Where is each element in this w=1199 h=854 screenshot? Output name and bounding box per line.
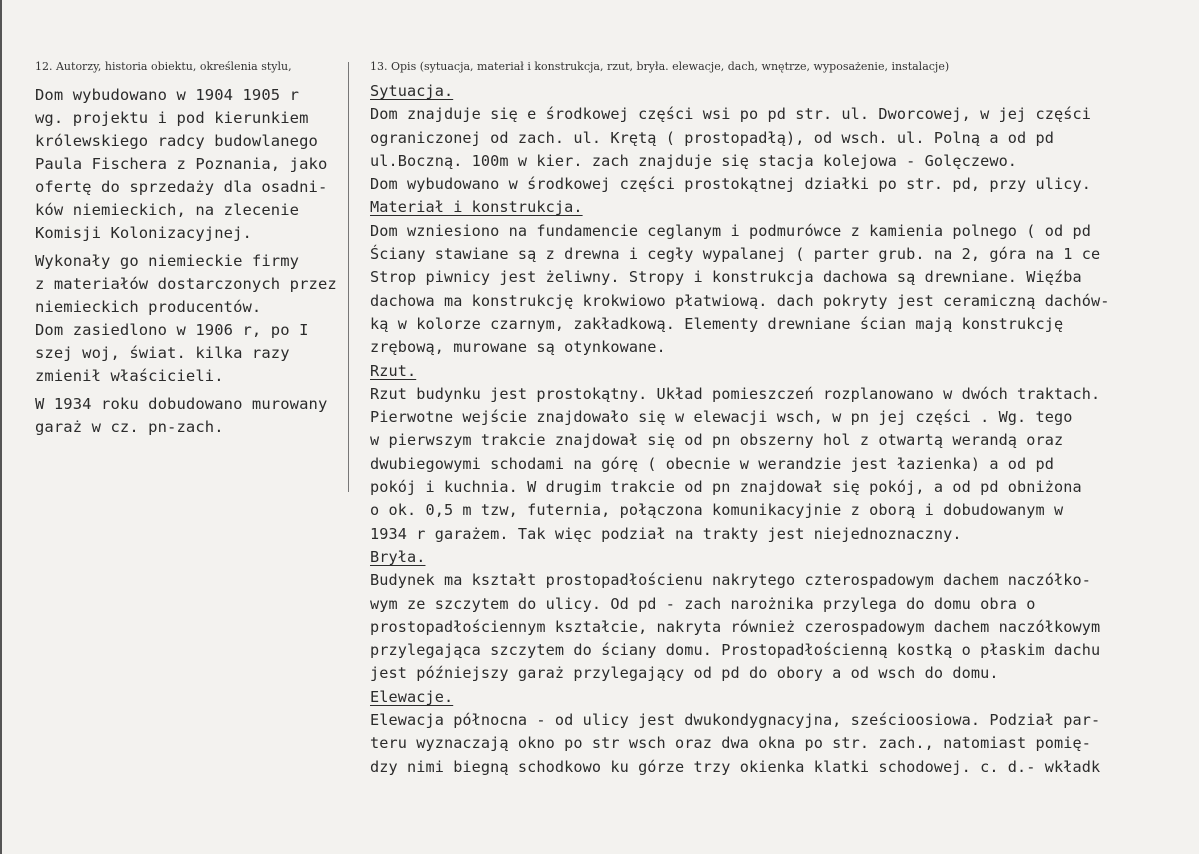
description-line: 1934 r garażem. Tak więc podział na trakty jest niejednoznaczny. <box>370 524 962 543</box>
description-line: Budynek ma kształt prostopadłościenu nakrytego czterospadowym dachem naczółko- <box>370 571 1092 590</box>
history-line: Paula Fischera z Poznania, jako <box>35 155 328 173</box>
history-line: wg. projektu i pod kierunkiem <box>35 109 309 127</box>
section-heading-material: Materiał i konstrukcja. <box>370 198 583 217</box>
description-line: jest późniejszy garaż przylegający od pd do obory a od wsch do domu. <box>370 664 999 683</box>
description-line: dachowa ma konstrukcję krokwiowo płatwiową. dach pokryty jest ceramiczną dachów- <box>370 291 1110 310</box>
history-line: Dom zasiedlono w 1906 r, po I <box>35 321 309 339</box>
history-line: niemieckich producentów. <box>35 298 262 316</box>
description-line: Ściany stawiane są z drewna i cegły wypalanej ( parter grub. na 2, góra na 1 ce <box>370 245 1101 264</box>
description-line: dwubiegowymi schodami na górę ( obecnie w werandzie jest łazienka) a od pd <box>370 454 1055 473</box>
history-line: Wykonały go niemieckie firmy <box>35 252 300 270</box>
description-line: ograniczonej od zach. ul. Krętą ( prostopadłą), od wsch. ul. Polną a od pd <box>370 128 1055 147</box>
description-line: prostopadłościennym kształcie, nakryta również czerospadowym dachem naczółkowym <box>370 617 1101 636</box>
history-line: szej woj, świat. kilka razy <box>35 344 290 362</box>
history-line: ków niemieckich, na zlecenie <box>35 201 300 219</box>
description-line: ką w kolorze czarnym, zakładkową. Elementy drewniane ścian mają konstrukcję <box>370 314 1064 333</box>
description-line: Dom znajduje się e środkowej części wsi po pd str. ul. Dworcowej, w jej części <box>370 105 1092 124</box>
description-line: Strop piwnicy jest żeliwny. Stropy i konstrukcja dachowa są drewniane. Więźba <box>370 268 1082 287</box>
history-line: zmienił właścicieli. <box>35 367 224 385</box>
description-line: Dom wzniesiono na fundamencie ceglanym i podmurówce z kamienia polnego ( od pd <box>370 221 1092 240</box>
right-column-header: 13. Opis (sytuacja, materiał i konstrukcja, rzut, bryła. elewacje, dach, wnętrze, wyposażenie, instalacje) <box>370 60 950 73</box>
description-line: pokój i kuchnia. W drugim trakcie od pn znajdował się pokój, a od pd obniżona <box>370 478 1082 497</box>
description-line: Dom wybudowano w środkowej części prostokątnej działki po str. pd, przy ulicy. <box>370 175 1092 194</box>
description-line: Pierwotne wejście znajdowało się w elewacji wsch, w pn jej części . Wg. tego <box>370 408 1073 427</box>
description-line: Rzut budynku jest prostokątny. Układ pomieszczeń rozplanowano w dwóch traktach. <box>370 384 1101 403</box>
description-line: zrębową, murowane są otynkowane. <box>370 338 666 357</box>
history-line: Dom wybudowano w 1904 1905 r <box>35 86 300 104</box>
section-heading-elewacje: Elewacje. <box>370 687 454 706</box>
description-line: o ok. 0,5 m tzw, futernia, połączona komunikacyjnie z oborą i dobudowanym w <box>370 501 1064 520</box>
history-line: ofertę do sprzedaży dla osadni- <box>35 178 328 196</box>
history-line: garaż w cz. pn-zach. <box>35 418 224 436</box>
history-line: Komisji Kolonizacyjnej. <box>35 224 252 242</box>
section-heading-rzut: Rzut. <box>370 361 417 380</box>
history-line: z materiałów dostarczonych przez <box>35 275 337 293</box>
description-line: ul.Boczną. 100m w kier. zach znajduje się stacja kolejowa - Golęczewo. <box>370 151 1018 170</box>
description-text <box>370 80 1199 779</box>
history-line: królewskiego radcy budowlanego <box>35 132 318 150</box>
description-line: Elewacja północna - od ulicy jest dwukondygnacyjna, sześcioosiowa. Podział par- <box>370 711 1101 730</box>
description-line: wym ze szczytem do ulicy. Od pd - zach narożnika przylega do domu obra o <box>370 594 1036 613</box>
description-line: przylegająca szczytem do ściany domu. Prostopadłościenną kostką o płaskim dachu <box>370 641 1101 660</box>
description-line: w pierwszym trakcie znajdował się od pn obszerny hol z otwartą werandą oraz <box>370 431 1064 450</box>
section-heading-bryla: Bryła. <box>370 547 426 566</box>
card-edge <box>0 0 2 854</box>
history-text <box>35 84 355 439</box>
left-column-header: 12. Autorzy, historia obiektu, określenia stylu, <box>35 60 292 73</box>
description-line: teru wyznaczają okno po str wsch oraz dwa okna po str. zach., natomiast pomię- <box>370 734 1092 753</box>
description-line: dzy nimi biegną schodkowo ku górze trzy okienka klatki schodowej. c. d.- wkładk <box>370 757 1101 776</box>
history-line: W 1934 roku dobudowano murowany <box>35 395 328 413</box>
section-heading-sytuacja: Sytuacja. <box>370 82 454 100</box>
